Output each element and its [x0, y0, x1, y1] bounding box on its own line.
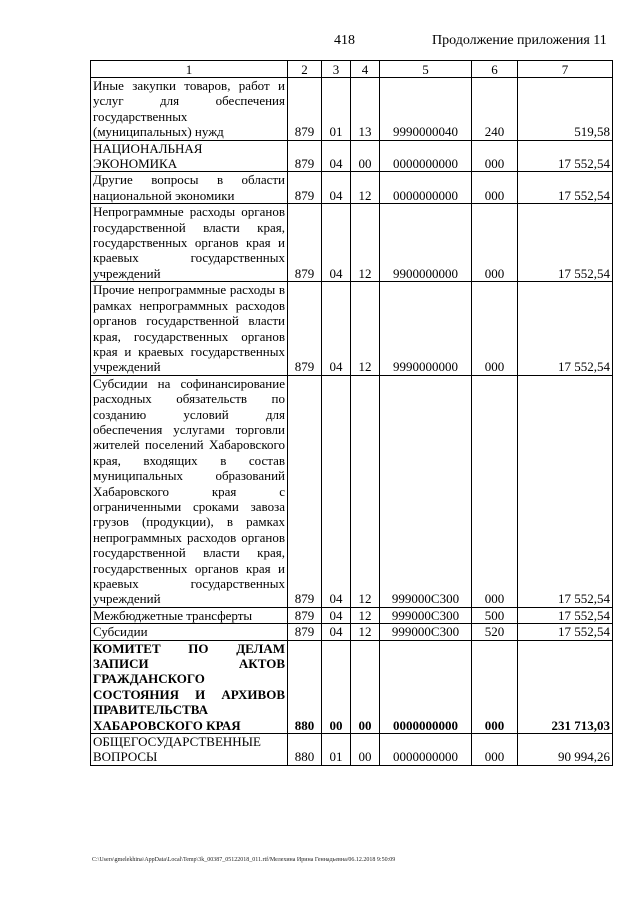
subsection-code: 13: [351, 78, 380, 141]
expense-type-code: 000: [472, 375, 518, 607]
column-header: 4: [351, 61, 380, 78]
amount: 17 552,54: [518, 172, 613, 204]
amount: 17 552,54: [518, 375, 613, 607]
grbs-code: 879: [288, 624, 322, 640]
subsection-code: 12: [351, 607, 380, 623]
column-header: 7: [518, 61, 613, 78]
amount: 17 552,54: [518, 204, 613, 282]
target-article-code: 999000С300: [380, 607, 472, 623]
grbs-code: 879: [288, 172, 322, 204]
subsection-code: 00: [351, 640, 380, 733]
column-header: 2: [288, 61, 322, 78]
grbs-code: 880: [288, 734, 322, 766]
target-article-code: 0000000000: [380, 734, 472, 766]
table-row: [91, 204, 613, 282]
section-code: 01: [322, 78, 351, 141]
column-header: 6: [472, 61, 518, 78]
table-row: [91, 734, 613, 766]
subsection-code: 12: [351, 204, 380, 282]
section-code: 04: [322, 140, 351, 172]
amount: 17 552,54: [518, 607, 613, 623]
expense-name: НАЦИОНАЛЬНАЯ ЭКОНОМИКА: [91, 140, 288, 172]
expense-type-code: 000: [472, 734, 518, 766]
amount: 90 994,26: [518, 734, 613, 766]
grbs-code: 879: [288, 204, 322, 282]
subsection-code: 00: [351, 140, 380, 172]
amount: 17 552,54: [518, 282, 613, 375]
expense-name: Другие вопросы в области национальной экономики: [91, 172, 288, 204]
expense-type-code: 000: [472, 204, 518, 282]
target-article-code: 9900000000: [380, 204, 472, 282]
expense-name: КОМИТЕТ ПО ДЕЛАМ ЗАПИСИ АКТОВ ГРАЖДАНСКОГО СОСТОЯНИЯ И АРХИВОВ ПРАВИТЕЛЬСТВА ХАБАРОВСКОГО КРАЯ: [91, 640, 288, 733]
amount: 17 552,54: [518, 140, 613, 172]
section-code: 04: [322, 172, 351, 204]
column-header: 3: [322, 61, 351, 78]
column-header: 1: [91, 61, 288, 78]
subsection-code: 00: [351, 734, 380, 766]
section-code: 04: [322, 607, 351, 623]
subsection-code: 12: [351, 375, 380, 607]
target-article-code: 0000000000: [380, 172, 472, 204]
grbs-code: 879: [288, 78, 322, 141]
expense-type-code: 000: [472, 140, 518, 172]
expense-type-code: 000: [472, 640, 518, 733]
amount: 231 713,03: [518, 640, 613, 733]
grbs-code: 879: [288, 375, 322, 607]
grbs-code: 880: [288, 640, 322, 733]
table-row-department-total: [91, 640, 613, 733]
expense-type-code: 000: [472, 172, 518, 204]
table-row: [91, 78, 613, 141]
expense-type-code: 240: [472, 78, 518, 141]
expense-type-code: 000: [472, 282, 518, 375]
grbs-code: 879: [288, 282, 322, 375]
target-article-code: 9990000000: [380, 282, 472, 375]
section-code: 04: [322, 375, 351, 607]
section-code: 00: [322, 640, 351, 733]
subsection-code: 12: [351, 172, 380, 204]
subsection-code: 12: [351, 624, 380, 640]
appendix-continuation-label: Продолжение приложения 11: [432, 33, 607, 48]
table-row: [91, 140, 613, 172]
table-row: [91, 172, 613, 204]
amount: 519,58: [518, 78, 613, 141]
expense-name: Межбюджетные трансферты: [91, 607, 288, 623]
target-article-code: 9990000040: [380, 78, 472, 141]
file-path-footer: C:\Users\gmelekhina\AppData\Local\Temp\3k_00387_05122018_011.rtf/Мелехина Ирина Геннадьевна/06.12.2018 9:50:09: [92, 857, 396, 863]
table-row: [91, 624, 613, 640]
section-code: 04: [322, 204, 351, 282]
section-code: 01: [322, 734, 351, 766]
table-row: [91, 375, 613, 607]
column-header: 5: [380, 61, 472, 78]
section-code: 04: [322, 624, 351, 640]
expense-type-code: 500: [472, 607, 518, 623]
budget-table: [90, 60, 613, 766]
table-row: [91, 607, 613, 623]
expense-name: Иные закупки товаров, работ и услуг для обеспечения государственных (муниципальных) нужд: [91, 78, 288, 141]
expense-type-code: 520: [472, 624, 518, 640]
target-article-code: 999000С300: [380, 624, 472, 640]
expense-name: ОБЩЕГОСУДАРСТВЕННЫЕ ВОПРОСЫ: [91, 734, 288, 766]
expense-name: Прочие непрограммные расходы в рамках непрограммных расходов органов государственной власти края, государственных органов края и краевых государственных учреждений: [91, 282, 288, 375]
page-number: 418: [334, 33, 355, 48]
table-header-row: [91, 61, 613, 78]
expense-name: Непрограммные расходы органов государственной власти края, государственных органов края и краевых государственных учреждений: [91, 204, 288, 282]
expense-name: Субсидии: [91, 624, 288, 640]
grbs-code: 879: [288, 607, 322, 623]
amount: 17 552,54: [518, 624, 613, 640]
subsection-code: 12: [351, 282, 380, 375]
grbs-code: 879: [288, 140, 322, 172]
target-article-code: 0000000000: [380, 640, 472, 733]
table-row: [91, 282, 613, 375]
section-code: 04: [322, 282, 351, 375]
target-article-code: 999000С300: [380, 375, 472, 607]
expense-name: Субсидии на софинансирование расходных обязательств по созданию условий для обеспечения услугами торговли жителей поселений Хабаровского края, входящих в состав муниципальных образований Хабаровского края с ограниченными сроками завоза грузов (продукции), в рамках непрограммных расходов органов государственной власти края, государственных органов края и краевых государственных учреждений: [91, 375, 288, 607]
target-article-code: 0000000000: [380, 140, 472, 172]
